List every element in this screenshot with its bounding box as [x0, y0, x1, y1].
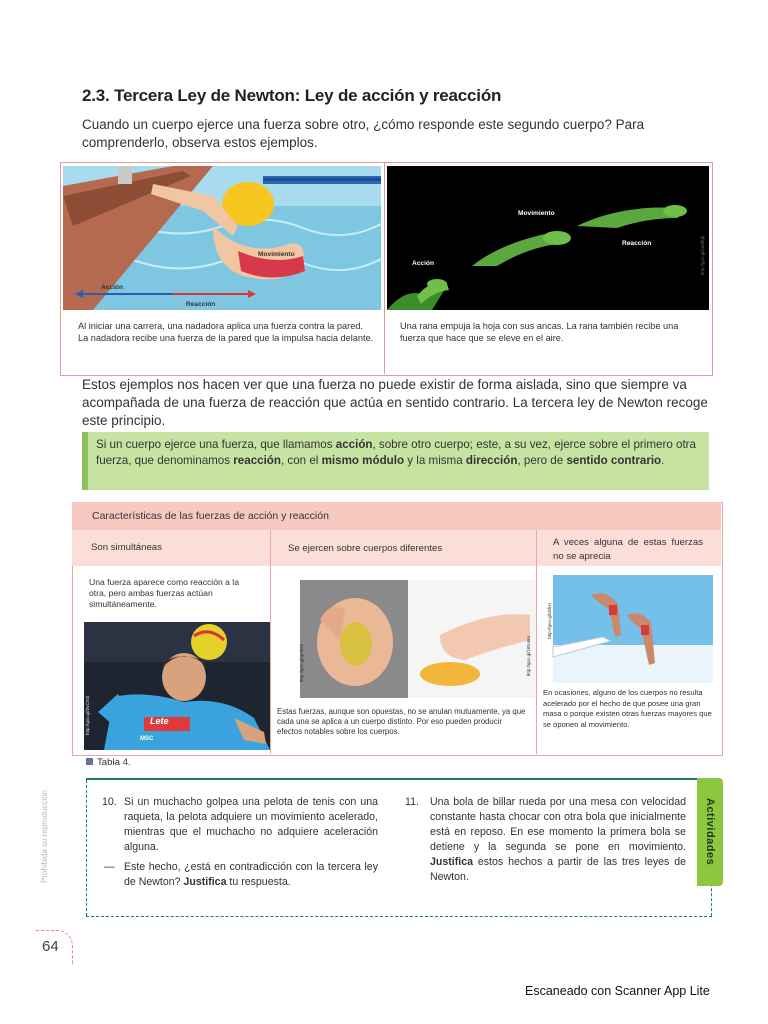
- hl-text-2: , sobre otro cuerpo; este, a su vez, ejerce sobre el primero otra fuerza, que denominamos: [96, 438, 696, 467]
- col-header-3-text: A veces alguna de estas fuerzas no se aprecia: [553, 537, 703, 562]
- hands-svg: [300, 580, 536, 698]
- jersey-name: Lete: [150, 716, 169, 726]
- q10-number: 10.: [102, 796, 117, 808]
- stress-ball-credit: http://goo.gl/gmfsI8: [299, 644, 304, 683]
- hl-text-5: , pero de: [517, 454, 567, 467]
- q10-sub-text-2: tu respuesta.: [226, 876, 291, 888]
- divers-credit: http://goo.gl/ubfrH: [547, 603, 552, 639]
- activities-border-left: [86, 780, 87, 916]
- frog-credit: http://goo.gl/cmdfqk: [700, 236, 705, 276]
- jersey-sponsor: MSC: [140, 736, 154, 742]
- highlight-bar: [82, 432, 88, 490]
- hl-bold-accion: acción: [335, 438, 373, 451]
- hl-text-1: Si un cuerpo ejerce una fuerza, que llamamos: [96, 438, 336, 451]
- label-reaccion-2: Reacción: [622, 240, 652, 247]
- activities-border-bottom: [86, 916, 712, 917]
- hands-photo: [300, 580, 536, 698]
- col-header-2: [271, 530, 536, 566]
- divers-photo: [547, 575, 713, 683]
- col-divider-2: [536, 530, 537, 754]
- table-caption: Tabla 4.: [97, 757, 131, 768]
- col-divider-1: [270, 530, 271, 754]
- frog-svg: [387, 166, 709, 310]
- col-header-2-text: Se ejercen sobre cuerpos diferentes: [288, 543, 443, 554]
- table-title: Características de las fuerzas de acción y reacción: [92, 510, 329, 522]
- hl-text-4: y la misma: [404, 454, 466, 467]
- frog-caption: Una rana empuja la hoja con sus ancas. La rana también recibe una fuerza que hace que se eleve en el aire.: [400, 321, 679, 343]
- q10-subquestion: [124, 860, 378, 890]
- explanation-paragraph: Estos ejemplos nos hacen ver que una fuerza no puede existir de forma aislada, sino que siempre va acompañada de una fuerza de reacción que actúa en sentido contrario. La tercera ley de Newton recoge este principio.: [82, 377, 708, 428]
- scanner-footer: Escaneado con Scanner App Lite: [525, 984, 710, 998]
- label-accion-1: Acción: [101, 284, 123, 291]
- newton-law-highlight: [82, 432, 709, 490]
- page-number: 64: [42, 938, 59, 955]
- q11-text-1: Una bola de billar rueda por una mesa con velocidad constante hasta chocar con otra bola que inicialmente está en reposo. En ese momento la primera bola se detiene y la segunda se pone en movimiento.: [430, 796, 686, 853]
- label-movimiento-2: Movimiento: [518, 210, 555, 217]
- hl-text-3: , con el: [280, 454, 322, 467]
- football-svg: [84, 622, 270, 750]
- col2-text: Estas fuerzas, aunque son opuestas, no se anulan mutuamente, ya que cada una se aplica a un cuerpo distinto. Por eso pueden producir efectos notables sobre los cuerpos.: [277, 707, 526, 736]
- q10-sub-bold: Justifica: [183, 876, 227, 888]
- frog-illustration: [387, 166, 709, 310]
- q11-text: [430, 795, 686, 885]
- hl-bold-modulo: mismo módulo: [321, 454, 405, 467]
- q11-bold: Justifica: [430, 856, 473, 868]
- highlight-text: [96, 437, 700, 469]
- label-movimiento-1: Movimiento: [258, 251, 295, 258]
- label-reaccion-1: Reacción: [186, 301, 216, 308]
- hand-credit: http://goo.gl/1iRu6m: [526, 636, 531, 677]
- label-accion-2: Acción: [412, 260, 434, 267]
- hl-bold-direccion: dirección: [465, 454, 518, 467]
- activities-tab-label-wrap: [697, 778, 723, 886]
- table-caption-marker: [86, 758, 93, 765]
- col1-text: Una fuerza aparece como reacción a la otra, pero ambas fuerzas actúan simultáneamente.: [89, 577, 239, 609]
- side-note: Prohibida su reproducción: [40, 790, 49, 883]
- q11-number: 11.: [405, 796, 419, 808]
- q10-dash: —: [104, 861, 115, 873]
- activities-top-line: [86, 778, 712, 780]
- q10-sub-text-1: Este hecho, ¿está en contradicción con la tercera ley de Newton?: [124, 861, 378, 888]
- section-title: 2.3. Tercera Ley de Newton: Ley de acción y reacción: [82, 86, 502, 105]
- examples-divider: [384, 162, 385, 374]
- col-header-1: [72, 530, 270, 566]
- col-header-1-text: Son simultáneas: [91, 542, 162, 553]
- col-header-3: [537, 530, 721, 566]
- q10-text: Si un muchacho golpea una pelota de tenis con una raqueta, la pelota adquiere un movimiento acelerado, mientras que el muchacho no adquiere aceleración alguna.: [124, 796, 378, 853]
- q11-text-2: estos hechos a partir de las tres leyes de Newton.: [430, 856, 686, 883]
- hl-text-6: .: [661, 454, 665, 467]
- intro-paragraph: Cuando un cuerpo ejerce una fuerza sobre otro, ¿cómo responde este segundo cuerpo? Para comprenderlo, observa estos ejemplos.: [82, 117, 645, 150]
- divers-svg: [553, 575, 713, 683]
- col3-text: En ocasiones, alguno de los cuerpos no resulta acelerado por el hecho de que posee una gran masa o porque existen otras fuerzas mayores que se oponen al movimiento.: [543, 688, 712, 729]
- activities-tab-label: Actividades: [704, 798, 716, 866]
- hl-bold-sentido: sentido contrario: [566, 454, 662, 467]
- football-credit: http://goo.gl/3vCXsl: [85, 696, 90, 736]
- hl-bold-reaccion: reacción: [233, 454, 281, 467]
- football-photo: [84, 622, 270, 750]
- swimmer-caption: Al iniciar una carrera, una nadadora aplica una fuerza contra la pared. La nadadora recibe una fuerza de la pared que la impulsa hacia delante.: [78, 321, 374, 343]
